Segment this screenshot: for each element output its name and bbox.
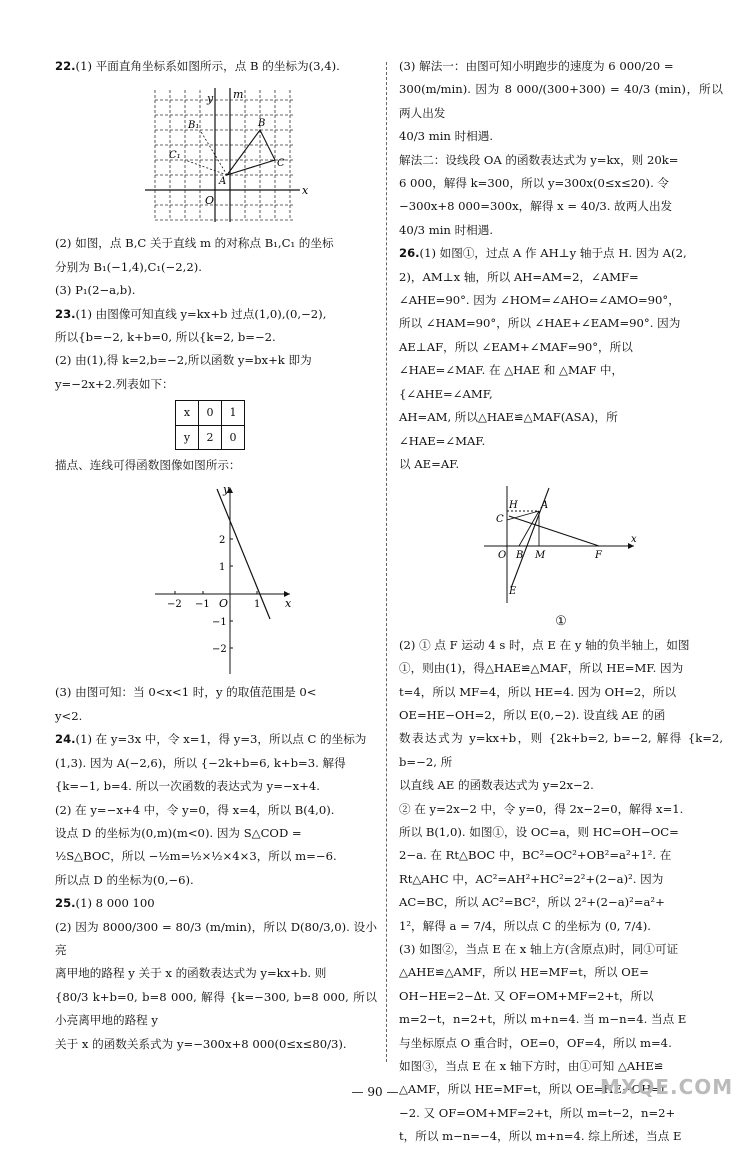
- q24-line7: 所以点 D 的坐标为(0,−6).: [55, 872, 194, 887]
- q23-tick-m2: −2: [212, 644, 227, 656]
- q24-number: 24.: [55, 732, 76, 747]
- q25-right-line2: 300(m/min). 因为 8 000/(300+300) = 40/3 (min)，所以两人出发: [399, 82, 723, 120]
- table-cell: 0: [199, 401, 222, 425]
- q26-line9: ∠HAE=∠MAF.: [399, 433, 486, 448]
- q26-line20: Rt△AHC 中，AC²=AH²+HC²=2²+(2−a)². 因为: [399, 871, 664, 886]
- q24-line1: 24.(1) 在 y=3x 中，令 x=1，得 y=3，所以点 C 的坐标为: [55, 732, 367, 747]
- q22-line3: 分别为 B₁(−1,4),C₁(−2,2).: [55, 259, 202, 274]
- q25-right-line5: 6 000，解得 k=300，所以 y=300x(0≤x≤20). 令: [399, 176, 670, 191]
- q26-line17: ② 在 y=2x−2 中，令 y=0，得 2x−2=0，解得 x=1.: [399, 801, 684, 816]
- watermark-logo: MXQE.COM: [600, 1075, 734, 1099]
- q26-line23: (3) 如图②，当点 E 在 x 轴上方(含原点)时，同①可证: [399, 942, 679, 956]
- q26-line22: 1²，解得 a = 7/4，所以点 C 的坐标为 (0, 7/4).: [399, 918, 651, 933]
- q22-x-label: x: [302, 184, 309, 198]
- q26-line3: ∠AHE=90°. 因为 ∠HOM=∠AHO=∠AMO=90°，: [399, 293, 680, 308]
- q23-x-label: x: [285, 597, 292, 611]
- q22-b1-label: B₁: [188, 120, 200, 132]
- q22-line4: (3) P₁(2−a,b).: [55, 283, 136, 298]
- q26-line19: 2−a. 在 Rt△BOC 中，BC²=OC²+OB²=a²+1². 在: [399, 848, 672, 863]
- q26-line28: 如图③，当点 E 在 x 轴下方时，由①可知 △AHE≌: [399, 1059, 664, 1074]
- q23-line2: 所以{b=−2, k+b=0, 所以{k=2, b=−2.: [55, 330, 276, 345]
- q26-c-label: C: [496, 514, 504, 526]
- q26-o-label: O: [498, 550, 507, 562]
- q23-xtick-1: 1: [254, 599, 261, 611]
- q25-line3: 离甲地的路程 y 关于 x 的函数表达式为 y=kx+b. 则: [55, 966, 327, 981]
- q25-line2: (2) 因为 8000/300 = 80/3 (m/min)，所以 D(80/3,0). 设小亮: [55, 919, 377, 957]
- q26-line12: ①，则由(1)，得△HAE≌△MAF，所以 HE=MF. 因为: [399, 661, 684, 676]
- q26-line14: OE=HE−OH=2，所以 E(0,−2). 设直线 AE 的函: [399, 707, 666, 722]
- q22-origin-label: O: [205, 194, 215, 208]
- q26-line5: AE⊥AF，所以 ∠EAM+∠MAF=90°，所以: [399, 339, 633, 354]
- q26-figure-1: [399, 478, 723, 608]
- q23-number: 23.: [55, 306, 76, 321]
- q26-line10: 以 AE=AF.: [399, 456, 460, 471]
- q23-line4: y=−2x+2.列表如下：: [55, 376, 174, 391]
- q25-line4: {80/3 k+b=0, b=8 000, 解得 {k=−300, b=8 000, 所以小亮离甲地的路程 y: [55, 989, 377, 1028]
- q26-line2: 2)，AM⊥x 轴，所以 AH=AM=2，∠AMF=: [399, 269, 639, 284]
- q23-line7: y<2.: [55, 708, 83, 723]
- q26-a-label: A: [541, 500, 549, 512]
- q26-line4: 所以 ∠HAM=90°，所以 ∠HAE+∠EAM=90°. 因为: [399, 316, 681, 331]
- table-cell: 0: [222, 425, 245, 449]
- column-divider: [386, 62, 387, 1062]
- table-row: [176, 401, 245, 425]
- q23-tick-1: 1: [219, 562, 226, 574]
- table-cell: y: [176, 425, 199, 449]
- q22-b-label: B: [258, 118, 266, 130]
- q26-line21: AC=BC，所以 AC²=BC²，所以 2²+(2−a)²=a²+: [399, 895, 665, 910]
- page-number: — 90 —: [351, 1085, 399, 1099]
- q22-line2: (2) 如图，点 B,C 关于直线 m 的对称点 B₁,C₁ 的坐标: [55, 236, 334, 251]
- q23-y-label: y: [223, 483, 230, 497]
- q25-right-line1: (3) 解法一：由图可知小明跑步的速度为 6 000/20 =: [399, 59, 674, 73]
- right-column: [399, 55, 723, 1149]
- q26-line31: t，所以 m−n=−4，所以 m+n=4. 综上所述，当点 E: [399, 1129, 682, 1144]
- table-cell: 2: [199, 425, 222, 449]
- q26-line11: (2) ① 点 F 运动 4 s 时，点 E 在 y 轴的负半轴上，如图: [399, 637, 690, 652]
- q26-line6: ∠HAE=∠MAF. 在 △HAE 和 △MAF 中，: [399, 363, 624, 378]
- q24-line4: (2) 在 y=−x+4 中，令 y=0，得 x=4，所以 B(4,0).: [55, 802, 335, 817]
- q26-line27: 与坐标原点 O 重合时，OE=0，OF=4，所以 m=4.: [399, 1035, 672, 1050]
- q26-line24: △AHE≌△AMF，所以 HE=MF=t，所以 OE=: [399, 965, 649, 980]
- q26-line16: 以直线 AE 的函数表达式为 y=2x−2.: [399, 778, 594, 793]
- q26-line18: 所以 B(1,0). 如图①，设 OC=a，则 HC=OH−OC=: [399, 824, 679, 839]
- q23-line5: 描点、连线可得函数图像如图所示：: [55, 458, 241, 473]
- q26-e-label: E: [509, 586, 517, 598]
- q22-y-label: y: [207, 92, 214, 106]
- q25-right-line3: 40/3 min 时相遇.: [399, 129, 494, 144]
- q22-c-label: C: [277, 158, 285, 170]
- q26-line8: AH=AM, 所以△HAE≌△MAF(ASA)，所: [399, 410, 618, 425]
- q25-right-line6: −300x+8 000=300x，解得 x = 40/3. 故两人出发: [399, 199, 673, 214]
- q26-x-label: x: [631, 534, 637, 546]
- q26-h-label: H: [509, 500, 518, 512]
- table-row: [176, 425, 245, 449]
- q24-line2: (1,3). 因为 A(−2,6)，所以 {−2k+b=6, k+b=3. 解得: [55, 755, 346, 770]
- q23-line1: 23.(1) 由图像可知直线 y=kx+b 过点(1,0),(0,−2),: [55, 306, 327, 321]
- q26-m-label: M: [535, 550, 546, 562]
- q26-line29: △AMF，所以 HE=MF=t，所以 OE=HE−OH=t: [399, 1082, 666, 1097]
- q22-a-label: A: [219, 176, 227, 188]
- q23-origin-label: O: [219, 597, 229, 611]
- q26-line25: OH−HE=2−∆t. 又 OF=OM+MF=2+t，所以: [399, 988, 654, 1003]
- q26-b-label: B: [516, 550, 524, 562]
- q22-coordinate-figure: [55, 80, 377, 230]
- q22-line1: 22.(1) 平面直角坐标系如图所示，点 B 的坐标为(3,4).: [55, 59, 340, 73]
- table-cell: 1: [222, 401, 245, 425]
- q25-number: 25.: [55, 896, 76, 911]
- q26-number: 26.: [399, 246, 420, 261]
- q25-line1: 25.(1) 8 000 100: [55, 896, 155, 911]
- q24-line3: {k=−1, b=4. 所以一次函数的表达式为 y=−x+4.: [55, 779, 320, 794]
- q26-line1: 26.(1) 如图①，过点 A 作 AH⊥y 轴于点 H. 因为 A(2,: [399, 246, 687, 261]
- q25-right-line7: 40/3 min 时相遇.: [399, 222, 494, 237]
- q23-tick-2: 2: [219, 535, 226, 547]
- q22-m-label: m: [233, 88, 244, 102]
- q23-xtick-m1: −1: [195, 599, 210, 611]
- q23-line6: (3) 由图可知：当 0<x<1 时，y 的取值范围是 0<: [55, 685, 317, 700]
- q24-line5: 设点 D 的坐标为(0,m)(m<0). 因为 S△COD =: [55, 825, 302, 840]
- q26-line7: {∠AHE=∠AMF,: [399, 386, 493, 401]
- q25-line5: 关于 x 的函数关系式为 y=−300x+8 000(0≤x≤80/3).: [55, 1036, 347, 1051]
- q25-right-line4: 解法二：设线段 OA 的函数表达式为 y=kx，则 20k=: [399, 152, 679, 167]
- table-cell: x: [176, 401, 199, 425]
- q23-function-graph: [55, 479, 377, 679]
- q26-f-label: F: [595, 550, 602, 562]
- q26-line13: t=4，所以 MF=4，所以 HE=4. 因为 OH=2，所以: [399, 684, 677, 699]
- left-column: [55, 55, 377, 1056]
- q23-line3: (2) 由(1),得 k=2,b=−2,所以函数 y=bx+k 即为: [55, 353, 312, 368]
- q23-xtick-m2: −2: [167, 599, 182, 611]
- q26-line26: m=2−t，n=2+t，所以 m+n=4. 当 m−n=4. 当点 E: [399, 1012, 687, 1027]
- q26-line15: 数表达式为 y=kx+b，则 {2k+b=2, b=−2, 解得 {k=2, b=−2, 所: [399, 731, 723, 769]
- q22-number: 22.: [55, 59, 76, 73]
- q26-line30: −2. 又 OF=OM+MF=2+t，所以 m=t−2，n=2+: [399, 1105, 676, 1120]
- q26-figure-caption: ①: [555, 614, 567, 630]
- q23-value-table: [175, 400, 245, 450]
- q24-line6: ½S△BOC，所以 −½m=½×½×4×3，所以 m=−6.: [55, 849, 337, 864]
- q23-tick-m1: −1: [212, 617, 227, 629]
- q22-c1-label: C₁: [169, 150, 181, 162]
